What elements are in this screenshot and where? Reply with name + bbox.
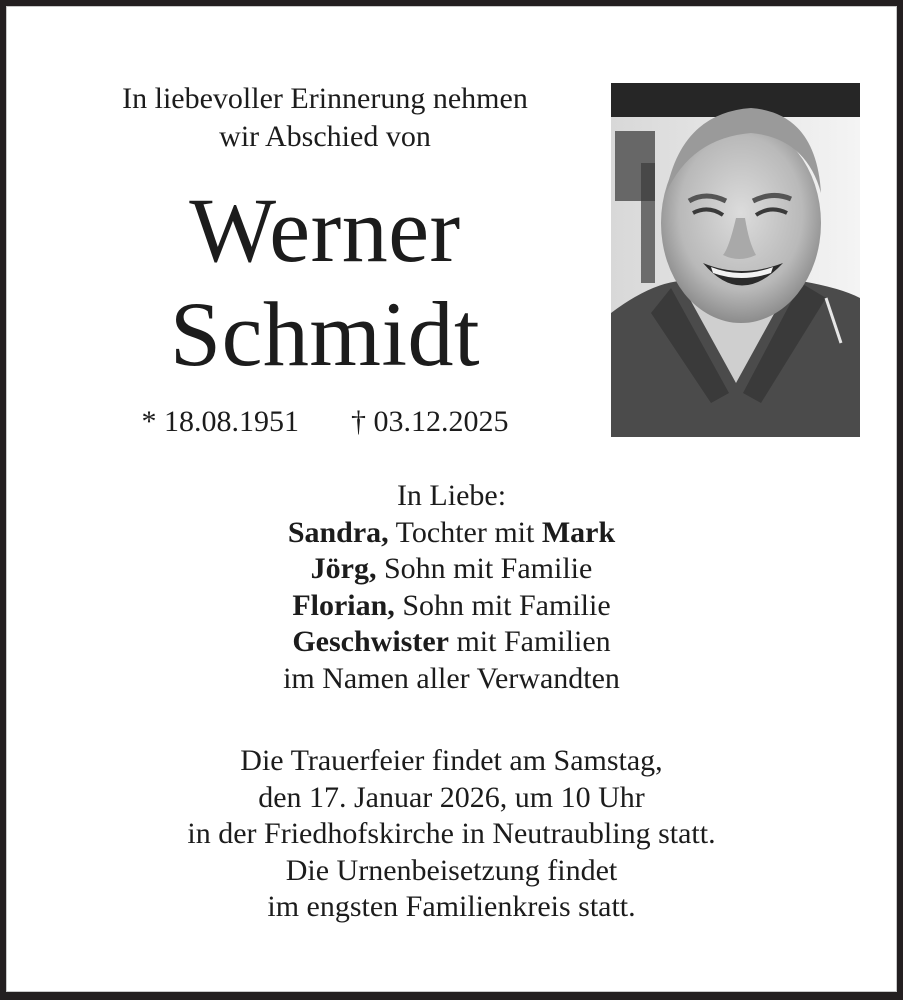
last-name: Schmidt <box>169 283 481 385</box>
mourner-partner-name: Mark <box>541 515 616 549</box>
birth-date: 18.08.1951 <box>164 405 299 438</box>
deceased-name <box>60 178 590 386</box>
portrait-photo <box>611 83 860 437</box>
death-cross-icon: † <box>351 405 366 438</box>
portrait-photo-icon <box>611 83 860 437</box>
family-heading: In Liebe: <box>396 479 507 512</box>
mourner-relation: Sohn mit Familie <box>394 588 611 622</box>
life-dates <box>100 402 550 442</box>
ceremony-line-1: Die Trauerfeier findet am Samstag, <box>240 744 663 777</box>
ceremony-line-3: in der Friedhofskirche in Neutraubling statt. <box>187 817 716 850</box>
ceremony-line-2: den 17. Januar 2026, um 10 Uhr <box>258 780 645 814</box>
mourner-name: Florian, <box>292 588 395 622</box>
intro-text <box>60 80 590 156</box>
intro-line-1: In liebevoller Erinnerung nehmen <box>122 82 528 115</box>
death-date: 03.12.2025 <box>373 405 509 438</box>
mourner-name: Sandra, <box>287 515 389 549</box>
birth-date-group <box>142 402 300 442</box>
ceremony-line-4: Die Urnenbeisetzung findet <box>285 853 618 887</box>
family-section <box>100 478 803 697</box>
death-date-group <box>351 402 509 442</box>
mourner-florian <box>100 588 803 625</box>
mourner-joerg <box>100 551 803 588</box>
intro-line-2: wir Abschied von <box>219 120 431 153</box>
ceremony-line-5: im engsten Familienkreis statt. <box>267 890 636 923</box>
birth-star-icon: * <box>141 405 157 438</box>
mourner-geschwister <box>100 624 803 661</box>
mourner-name: Jörg, <box>310 552 377 585</box>
mourner-relation: Sohn mit Familie <box>376 552 593 585</box>
mourner-name: Geschwister <box>292 625 449 658</box>
ceremony-details <box>60 743 843 926</box>
mourner-relation: mit Familien <box>448 625 611 658</box>
mourner-relation: Tochter mit <box>388 515 542 549</box>
family-closing: im Namen aller Verwandten <box>283 661 620 695</box>
mourner-sandra <box>100 515 803 552</box>
first-name: Werner <box>189 179 461 281</box>
